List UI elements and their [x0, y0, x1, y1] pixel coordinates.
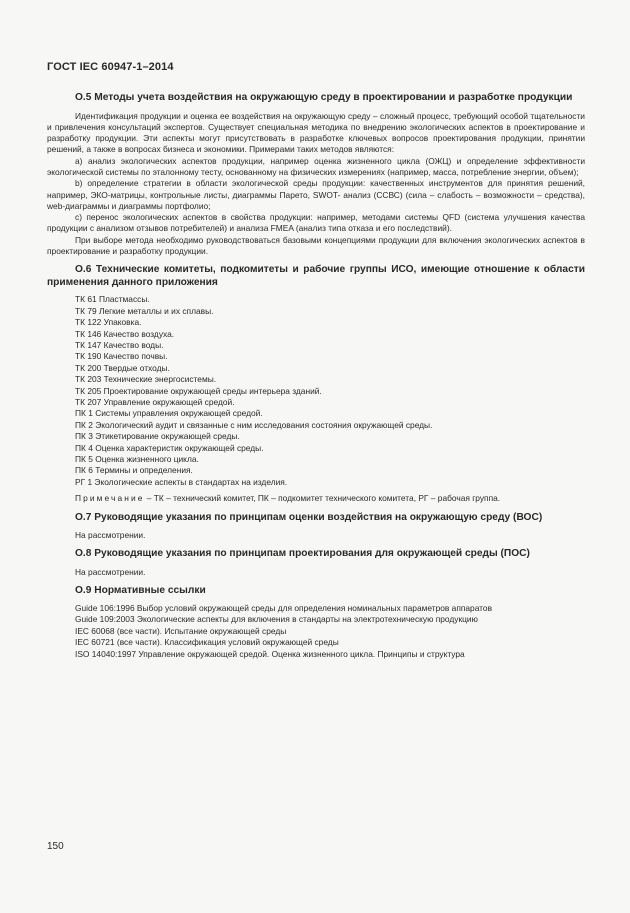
list-item: ТК 61 Пластмассы.: [75, 294, 150, 305]
list-item: ПК 4 Оценка характеристик окружающей среды.: [75, 442, 264, 453]
reference-item: ISO 14040:1997 Управление окружающей средой. Оценка жизненного цикла. Принципы и структура: [75, 648, 465, 659]
references-list: [47, 603, 585, 660]
list-item: ТК 200 Твердые отходы.: [75, 362, 170, 373]
note-text: – ТК – технический комитет, ПК – подкомитет технического комитета, РГ – рабочая группа.: [144, 493, 501, 504]
paragraph: Идентификация продукции и оценка ее воздействия на окружающую среду – сложный процесс, требующий особой тщательности и привлечения консультаций экспертов. Существует специальная методика по внедрению экологических аспектов в проектирование и разработку продукции. Эти аспекты могут присутствовать в разработке ключевых вопросов проектирования продукции, принятии решений, а также в вопросах бизнеса и экономики. Примерами таких методов являются:: [47, 110, 585, 155]
section-o5-body: [47, 111, 585, 258]
list-item: ТК 147 Качество воды.: [75, 339, 164, 350]
section-o7-text: На рассмотрении.: [75, 530, 146, 541]
list-item: ТК 203 Технические энергосистемы.: [75, 374, 217, 385]
committee-list: [47, 294, 585, 488]
paragraph: c) перенос экологических аспектов в свойства продукции: например, методами системы QFD (система улучшения качества продукции с анализом отзывов потребителей) и анализа FMEA (анализ типа отказа и его последствий).: [47, 212, 585, 234]
section-o8-text: На рассмотрении.: [75, 566, 146, 577]
list-item: РГ 1 Экологические аспекты в стандартах на изделия.: [75, 476, 288, 487]
section-o6-heading: О.6 Технические комитеты, подкомитеты и рабочие группы ИСО, имеющие отношение к области применения данного приложения: [47, 264, 585, 288]
paragraph: b) определение стратегии в области экологической среды продукции: качественных инструментов для принятия решений, например, ЭКО-матрицы, контрольные листы, диаграммы Парето, SWOT- анализ (ССВС) (сила – слабость – возможности – средства), web-диаграммы и диаграммы портфолио;: [47, 178, 585, 211]
list-item: ТК 190 Качество почвы.: [75, 351, 168, 362]
list-item: ТК 122 Упаковка.: [75, 317, 142, 328]
note: [47, 493, 585, 504]
list-item: ТК 207 Управление окружающей средой.: [75, 397, 235, 408]
list-item: ТК 205 Проектирование окружающей среды интерьера зданий.: [75, 385, 322, 396]
page-content: [47, 92, 585, 660]
list-item: ТК 79 Легкие металлы и их сплавы.: [75, 305, 214, 316]
section-o8-heading: О.8 Руководящие указания по принципам проектирования для окружающей среды (ПОС): [75, 548, 530, 560]
list-item: ТК 146 Качество воздуха.: [75, 328, 175, 339]
page-number: 150: [47, 841, 64, 852]
section-o9-heading: О.9 Нормативные ссылки: [75, 585, 206, 597]
list-item: ПК 5 Оценка жизненного цикла.: [75, 454, 199, 465]
list-item: ПК 1 Системы управления окружающей средой.: [75, 408, 263, 419]
list-item: ПК 6 Термины и определения.: [75, 465, 193, 476]
section-o7-heading: О.7 Руководящие указания по принципам оценки воздействия на окружающую среду (ВОС): [75, 511, 543, 523]
reference-item: Guide 109:2003 Экологические аспекты для включения в стандарты на электротехническую продукцию: [75, 614, 478, 625]
section-o5-heading: О.5 Методы учета воздействия на окружающую среду в проектировании и разработке продукции: [75, 92, 573, 103]
reference-item: Guide 106:1996 Выбор условий окружающей среды для определения номинальных параметров аппаратов: [75, 602, 493, 613]
standard-header: ГОСТ IEC 60947-1–2014: [47, 61, 174, 73]
list-item: ПК 2 Экологический аудит и связанные с ним исследования состояния окружающей среды.: [75, 419, 433, 430]
list-item: ПК 3 Этикетирование окружающей среды.: [75, 431, 240, 442]
reference-item: IEC 60721 (все части). Классификация условий окружающей среды: [75, 637, 339, 648]
reference-item: IEC 60068 (все части). Испытание окружающей среды: [75, 625, 287, 636]
note-label: Примечание: [75, 493, 145, 504]
paragraph: При выборе метода необходимо руководствоваться базовыми концепциями продукции для включения экологических аспектов в проектирование и разработку продукции.: [47, 234, 585, 257]
paragraph: a) анализ экологических аспектов продукции, например оценка жизненного цикла (ОЖЦ) и определение эффективности экологической системы по эталонному тесту, основанному на физических измерениях (например, масса, потребление энергии, объем);: [47, 155, 585, 177]
